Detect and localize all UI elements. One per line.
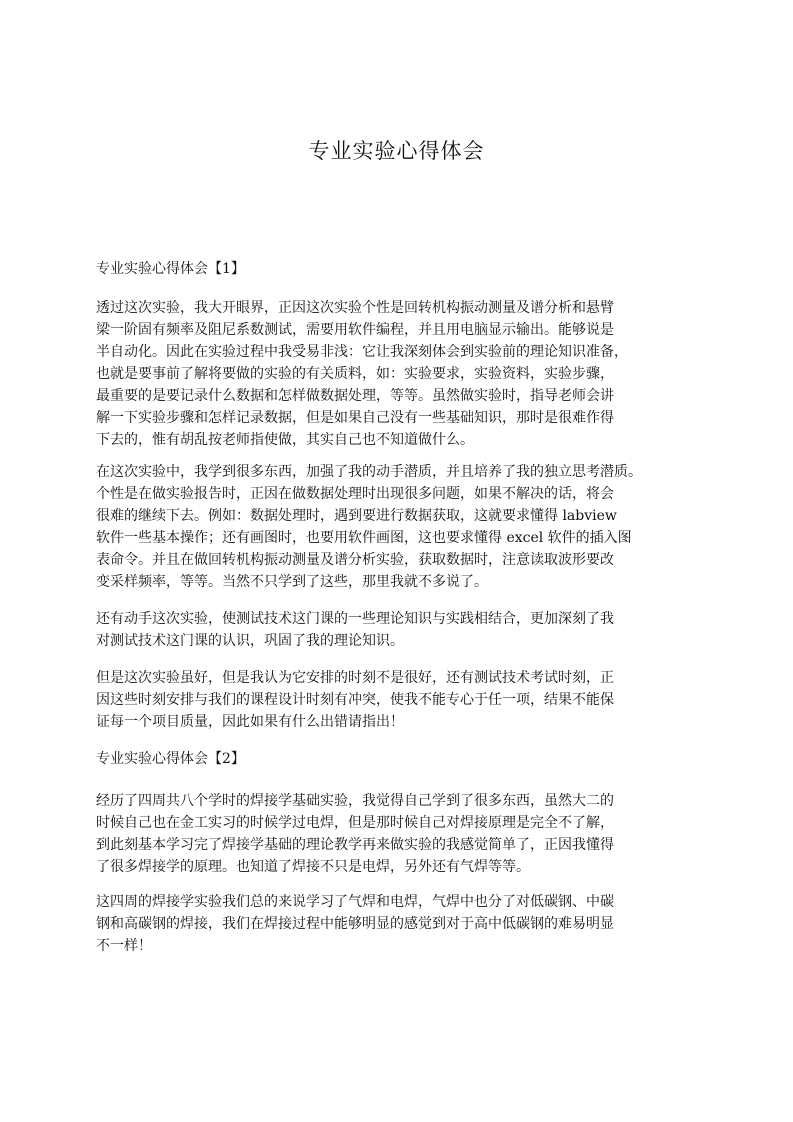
paragraph-line: 时候自己也在金工实习的时候学过电焊，但是那时候自己对焊接原理是完全不了解， [96,815,614,831]
paragraph-line: 解一下实验步骤和怎样记录数据，但是如果自己没有一些基础知识，那时是很难作得 [96,410,614,426]
paragraph-line: 表命令。并且在做回转机构振动测量及谱分析实验，获取数据时，注意读取波形要改 [96,552,614,568]
document-title: 专业实验心得体会 [308,139,485,163]
paragraph-line: 但是这次实验虽好，但是我认为它安排的时刻不是很好，还有测试技术考试时刻，正 [96,670,614,686]
section-heading-text: 专业实验心得体会【2】 [96,751,245,767]
section-heading [96,258,245,280]
paragraph [96,608,614,652]
paragraph [96,790,614,878]
paragraph [96,667,614,733]
paragraph [96,891,614,957]
paragraph-line: 对测试技术这门课的认识，巩固了我的理论知识。 [96,633,404,649]
paragraph-line: 了很多焊接学的原理。也知道了焊接不只是电焊，另外还有气焊等等。 [96,859,530,875]
paragraph-line: 到此刻基本学习完了焊接学基础的理论教学再来做实验的我感觉简单了，正因我懂得 [96,837,614,853]
paragraph-line: 钢和高碳钢的焊接，我们在焊接过程中能够明显的感觉到对于高中低碳钢的难易明显 [96,916,614,932]
paragraph-line: 因这些时刻安排与我们的课程设计时刻有冲突，使我不能专心于任一项，结果不能保 [96,692,614,708]
paragraph-line: 经历了四周共八个学时的焊接学基础实验，我觉得自己学到了很多东西，虽然大二的 [96,793,614,809]
section-heading-text: 专业实验心得体会【1】 [96,261,245,277]
paragraph-line: 半自动化。因此在实验过程中我受易非浅：它让我深刻体会到实验前的理论知识准备， [96,344,628,360]
paragraph-line: 个性是在做实验报告时，正因在做数据处理时出现很多问题，如果不解决的话，将会 [96,486,614,502]
paragraph-line: 不一样！ [96,938,152,954]
paragraph-line: 变采样频率，等等。当然不只学到了这些，那里我就不多说了。 [96,574,488,590]
paragraph-line: 这四周的焊接学实验我们总的来说学习了气焊和电焊，气焊中也分了对低碳钢、中碳 [96,894,614,910]
paragraph-line: 软件一些基本操作；还有画图时，也要用软件画图，这也要求懂得 excel 软件的插入图 [96,530,632,546]
paragraph [96,297,628,451]
section-heading [96,748,245,770]
paragraph-line: 很难的继续下去。例如：数据处理时，遇到要进行数据获取，这就要求懂得 labview [96,508,617,524]
paragraph-line: 还有动手这次实验，使测试技术这门课的一些理论知识与实践相结合，更加深刻了我 [96,611,614,627]
paragraph [96,461,642,593]
paragraph-line: 也就是要事前了解将要做的实验的有关质料，如：实验要求，实验资料，实验步骤， [96,366,614,382]
paragraph-line: 证每一个项目质量，因此如果有什么出错请指出！ [96,714,404,730]
paragraph-line: 在这次实验中，我学到很多东西，加强了我的动手潜质，并且培养了我的独立思考潜质。 [96,464,642,480]
paragraph-line: 梁一阶固有频率及阻尼系数测试，需要用软件编程，并且用电脑显示输出。能够说是 [96,322,614,338]
paragraph-line: 最重要的是要记录什么数据和怎样做数据处理，等等。虽然做实验时，指导老师会讲 [96,388,614,404]
paragraph-line: 透过这次实验，我大开眼界，正因这次实验个性是回转机构振动测量及谱分析和悬臂 [96,300,614,316]
paragraph-line: 下去的，惟有胡乱按老师指使做，其实自己也不知道做什么。 [96,432,474,448]
